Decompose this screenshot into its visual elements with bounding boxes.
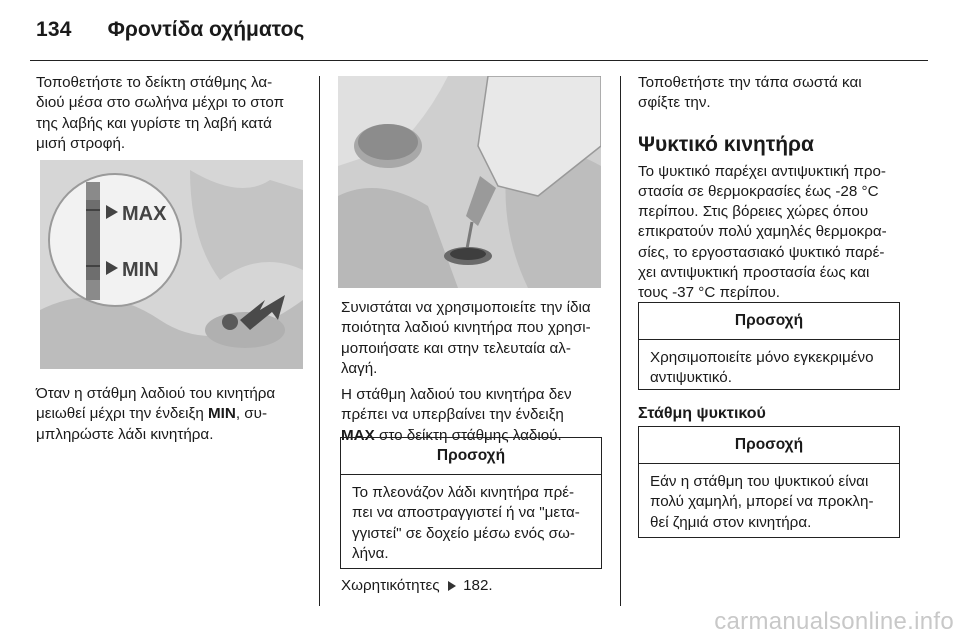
page-reference-icon xyxy=(448,581,456,591)
text-line: τους -37 °C περίπου. xyxy=(638,284,781,302)
text-line: περίπου. Στις βόρειες χώρες όπου xyxy=(638,203,869,221)
text-line: πει να αποστραγγιστεί ή να "μετα- xyxy=(352,504,580,522)
text-line: Όταν η στάθμη λαδιού του κινητήρα xyxy=(36,385,276,402)
oil-quality-paragraph xyxy=(341,298,611,379)
coolant-paragraph xyxy=(638,162,913,304)
cap-instruction xyxy=(638,73,913,114)
text-line: αντιψυκτικό. xyxy=(650,369,732,387)
capacity-page-link[interactable]: 182. xyxy=(463,577,493,594)
dipstick-instruction xyxy=(36,73,306,154)
text-line xyxy=(36,404,306,424)
caution-body xyxy=(639,340,899,397)
oil-low-instruction xyxy=(36,384,306,445)
text-line: λήνα. xyxy=(352,544,389,562)
column-2 xyxy=(341,298,611,446)
text-line: λαγή. xyxy=(341,359,378,377)
capacity-reference xyxy=(341,576,611,596)
caution-box-antifreeze xyxy=(638,302,900,390)
max-term: MAX xyxy=(341,426,375,444)
text-line: Εάν η στάθμη του ψυκτικού είναι xyxy=(650,473,869,490)
caution-title: Προσοχή xyxy=(639,303,899,340)
column-divider-2 xyxy=(620,76,621,606)
text-line: Το πλεονάζον λάδι κινητήρα πρέ- xyxy=(352,484,575,501)
caution-box-oil xyxy=(340,437,602,569)
text-run: , συ- xyxy=(235,405,268,423)
column-3 xyxy=(638,73,913,304)
caution-title: Προσοχή xyxy=(639,427,899,464)
oil-fill-figure xyxy=(338,76,601,288)
text-line: επικρατούν πολύ χαμηλές θερμοκρα- xyxy=(638,223,887,241)
min-label: MIN xyxy=(122,259,159,281)
capacity-label: Χωρητικότητες xyxy=(341,577,440,594)
watermark-logo: carmanualsonline.info xyxy=(714,608,954,635)
max-label: MAX xyxy=(122,203,167,225)
text-line: σφίξτε την. xyxy=(638,94,711,112)
page-number: 134 xyxy=(36,18,72,41)
text-line: πρέπει να υπερβαίνει την ένδειξη xyxy=(341,406,564,424)
text-line: Τοποθετήστε την τάπα σωστά και xyxy=(638,74,862,91)
caution-body xyxy=(341,475,601,572)
text-line: σίες, το εργοστασιακό ψυκτικό παρέ- xyxy=(638,243,885,261)
caution-body xyxy=(639,464,899,541)
column-1 xyxy=(36,73,306,154)
text-line: Το ψυκτικό παρέχει αντιψυκτική προ- xyxy=(638,162,886,180)
text-line: μπληρώστε λάδι κινητήρα. xyxy=(36,425,214,443)
column-divider-1 xyxy=(319,76,320,606)
text-line: της λαβής και γυρίστε τη λαβή κατά xyxy=(36,114,272,132)
text-line: μοποιήσατε και στην τελευταία αλ- xyxy=(341,339,571,357)
min-term: MIN xyxy=(207,405,236,423)
caution-title: Προσοχή xyxy=(341,438,601,475)
text-line: Συνιστάται να χρησιμοποιείτε την ίδια xyxy=(341,299,591,316)
coolant-level-heading: Στάθμη ψυκτικού xyxy=(638,405,766,422)
header-rule xyxy=(30,60,928,61)
text-line: στασία σε θερμοκρασίες έως -28 °C xyxy=(638,182,879,200)
text-line: Τοποθετήστε το δείκτη στάθμης λα- xyxy=(36,74,273,91)
text-run: στο δείκτη στάθμης λαδιού. xyxy=(374,426,562,444)
coolant-heading: Ψυκτικό κινητήρα xyxy=(638,132,814,156)
caution-box-coolant-level xyxy=(638,426,900,538)
text-line: χει αντιψυκτική προστασία έως και xyxy=(638,264,870,282)
text-run: μειωθεί μέχρι την ένδειξη xyxy=(36,405,208,423)
text-line: θεί ζημιά στον κινητήρα. xyxy=(650,513,812,531)
column-1-lower xyxy=(36,384,306,445)
text-line: πολύ χαμηλή, μπορεί να προκλη- xyxy=(650,493,874,511)
text-line: μισή στροφή. xyxy=(36,134,126,152)
text-line: Χρησιμοποιείτε μόνο εγκεκριμένο xyxy=(650,349,874,366)
text-line: ποιότητα λαδιού κινητήρα που χρησι- xyxy=(341,319,591,337)
text-line: Η στάθμη λαδιού του κινητήρα δεν xyxy=(341,386,572,404)
text-line: γγιστεί" σε δοχείο μέσω ενός σω- xyxy=(352,524,575,542)
page-title: Φροντίδα οχήματος xyxy=(107,18,305,41)
dipstick-figure xyxy=(40,160,303,369)
page-header xyxy=(36,12,304,48)
text-line: διού μέσα στο σωλήνα μέχρι το στοπ xyxy=(36,94,285,112)
